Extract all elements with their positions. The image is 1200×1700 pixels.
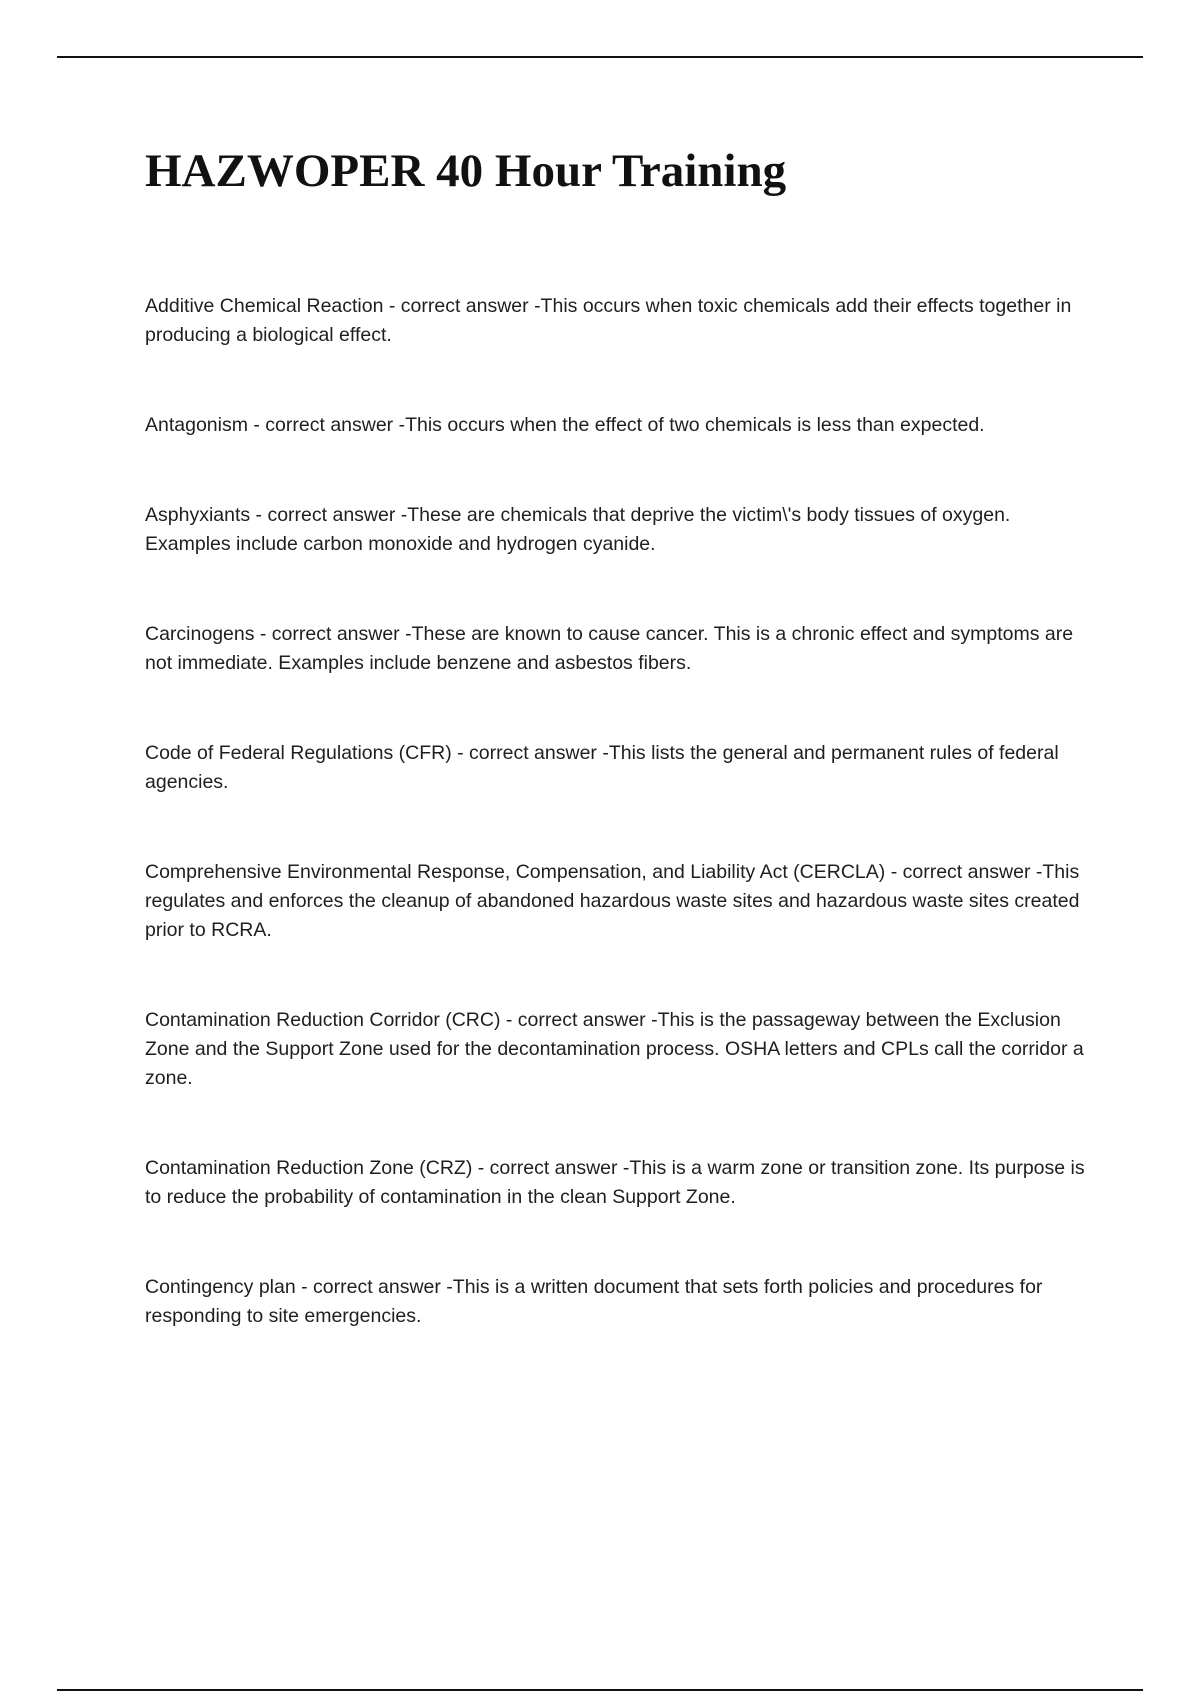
- definition-entry: Carcinogens - correct answer -These are known to cause cancer. This is a chronic effect and symptoms are not immediate. Examples include benzene and asbestos fibers.: [145, 623, 1074, 674]
- definition-entry: Asphyxiants - correct answer -These are chemicals that deprive the victim\'s body tissues of oxygen. Examples include carbon monoxide and hydrogen cyanide.: [145, 504, 1011, 555]
- definition-list: [145, 292, 1090, 1331]
- bottom-divider: [57, 1689, 1143, 1691]
- definition-entry: Additive Chemical Reaction - correct answer -This occurs when toxic chemicals add their effects together in producing a biological effect.: [145, 295, 1072, 346]
- definition-entry: Contamination Reduction Corridor (CRC) - correct answer -This is the passageway between the Exclusion Zone and the Support Zone used for the decontamination process. OSHA letters and CPLs call the corridor a zone.: [145, 1009, 1084, 1089]
- definition-entry: Contingency plan - correct answer -This is a written document that sets forth policies and procedures for responding to site emergencies.: [145, 1276, 1043, 1327]
- definition-entry: Comprehensive Environmental Response, Compensation, and Liability Act (CERCLA) - correct answer -This regulates and enforces the cleanup of abandoned hazardous waste sites and hazardous waste sites created prior to RCRA.: [145, 861, 1080, 941]
- definition-entry: Contamination Reduction Zone (CRZ) - correct answer -This is a warm zone or transition zone. Its purpose is to reduce the probability of contamination in the clean Support Zone.: [145, 1157, 1085, 1208]
- top-divider: [57, 56, 1143, 58]
- definition-entry: Code of Federal Regulations (CFR) - correct answer -This lists the general and permanent rules of federal agencies.: [145, 742, 1059, 793]
- page-title: HAZWOPER 40 Hour Training: [145, 145, 787, 197]
- definition-entry: Antagonism - correct answer -This occurs when the effect of two chemicals is less than expected.: [145, 414, 985, 436]
